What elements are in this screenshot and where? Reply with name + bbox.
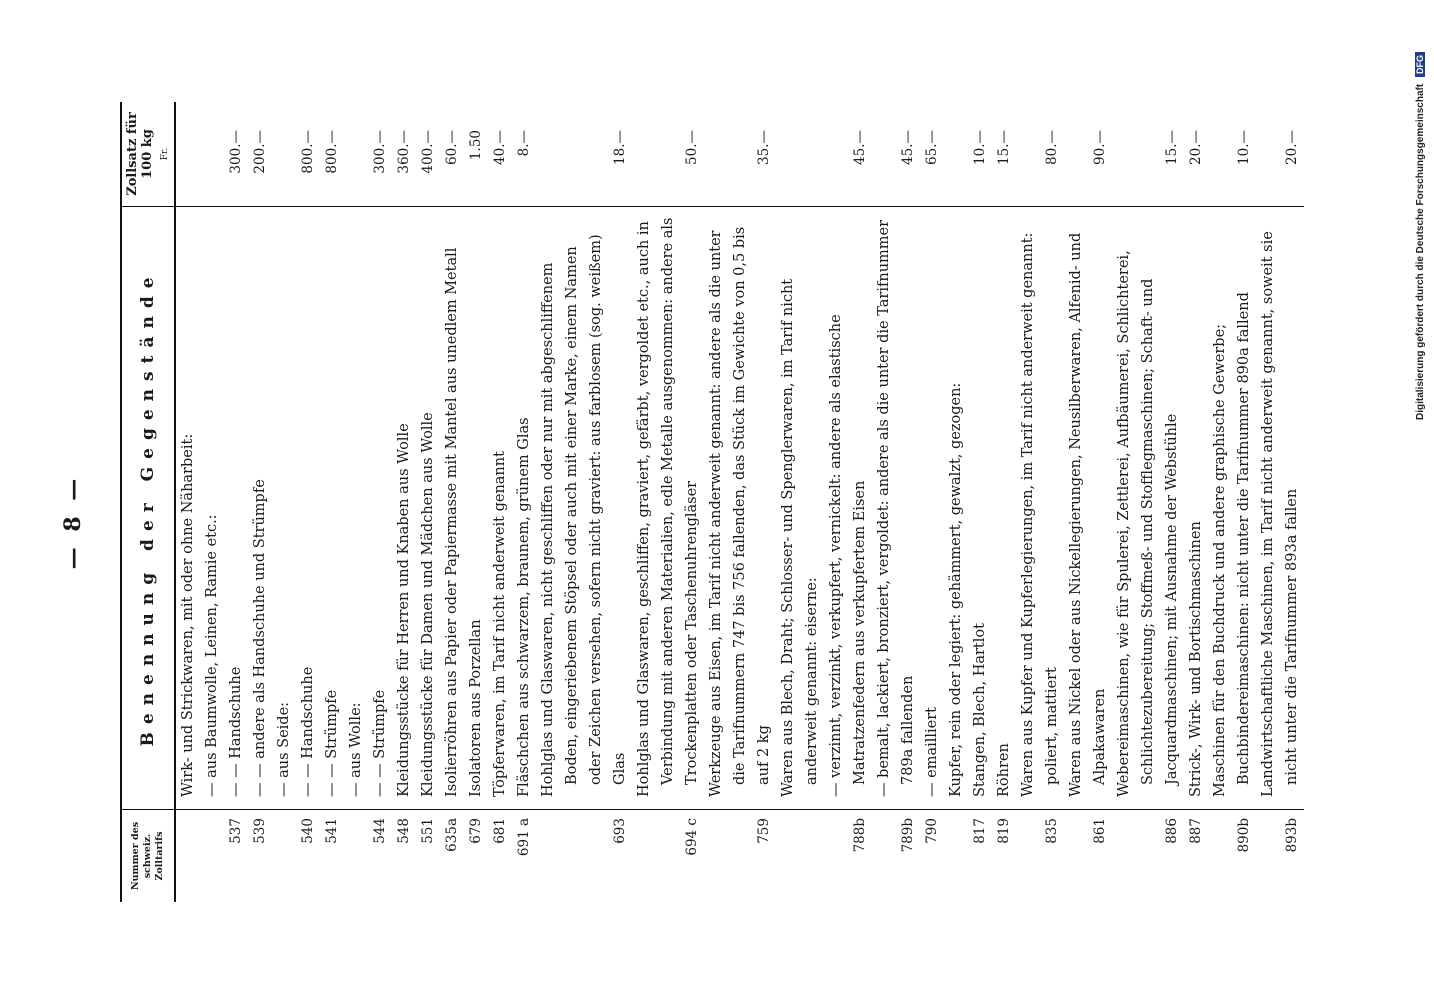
- item-description-text: Kleidungsstücke für Herren und Knaben aus Wolle: [396, 423, 413, 797]
- item-description: [368, 207, 392, 810]
- item-description-text: — — Strümpfe: [324, 689, 341, 797]
- tariff-number: 551: [416, 810, 440, 903]
- item-description: [200, 207, 224, 810]
- item-description-text: — — andere als Handschuhe und Strümpfe: [252, 479, 269, 797]
- table-row: [512, 102, 536, 902]
- item-description: [392, 207, 416, 810]
- tariff-number: 893b: [1256, 810, 1304, 903]
- duty-rate: [344, 102, 368, 207]
- duty-rate: 800.—: [324, 130, 341, 174]
- duty-rate: 8.—: [516, 130, 533, 157]
- item-description-text: — aus Wolle:: [348, 702, 365, 797]
- duty-rate: 40.—: [492, 130, 509, 165]
- duty-rate: 60.—: [444, 130, 461, 165]
- item-description: [440, 207, 464, 810]
- tariff-number: 681: [488, 810, 512, 903]
- item-description: [1112, 207, 1184, 810]
- item-description: [872, 207, 920, 810]
- tariff-number: [344, 810, 368, 903]
- table-row: [344, 102, 368, 902]
- tariff-number: 548: [392, 810, 416, 903]
- table-row: [368, 102, 392, 902]
- table-row: [1256, 102, 1304, 902]
- table-row: [296, 102, 320, 902]
- table-row: [1112, 102, 1184, 902]
- table-row: [992, 102, 1016, 902]
- digitization-credit-text: Digitalisierung gefördert durch die Deutsche Forschungsgemeinschaft: [1415, 83, 1426, 420]
- table-row: [175, 102, 200, 902]
- tariff-number: 835: [1016, 810, 1064, 903]
- table-row: [488, 102, 512, 902]
- item-description-text: Strick-, Wirk- und Bortischmaschinen: [1188, 521, 1205, 797]
- item-description: [488, 207, 512, 810]
- duty-rate: [200, 102, 224, 207]
- item-description-text: — — Strümpfe: [372, 689, 389, 797]
- item-description-text: Kleidungsstücke für Damen und Mädchen aus Wolle: [420, 412, 437, 797]
- item-description-text: Waren aus Blech, Draht; Schlosser- und Spenglerwaren, im Tarif nicht anderweit genannt: eiserne:: [780, 278, 821, 797]
- table-row: [824, 102, 872, 902]
- duty-rate: [175, 102, 200, 207]
- table-row: [200, 102, 224, 902]
- item-description-text: Webereimaschinen, wie für Spulerei, Zettlerei, Aufbäumerei, Schlichterei, Schlichtezubereitung; Stoffmeß- und Stofflegmaschinen; Schaft- und Jacquardmaschinen; mit Ausnahme der Webstühle: [1116, 250, 1181, 797]
- duty-rate: 1.50: [468, 130, 485, 161]
- table-row: [1016, 102, 1064, 902]
- item-description-text: Werkzeuge aus Eisen, im Tarif nicht anderweit genannt: andere als die unter die Tarifnummern 747 bis 756 fallenden, das Stück im Gewichte von 0,5 bis auf 2 kg: [708, 226, 773, 797]
- tariff-number: 679: [464, 810, 488, 903]
- duty-rate: 35.—: [756, 130, 773, 165]
- duty-rate: 50.—: [684, 130, 701, 165]
- item-description-text: Waren aus Nickel oder aus Nickellegierungen, Neusilberwaren, Alfenid- und Alpakawaren: [1068, 232, 1109, 797]
- tariff-number: 691 a: [512, 810, 536, 903]
- table-row: [1208, 102, 1256, 902]
- duty-rate: 300.—: [228, 130, 245, 174]
- duty-rate: 18.—: [612, 130, 629, 165]
- item-description-text: Töpferwaren, im Tarif nicht anderweit genannt: [492, 451, 509, 797]
- tariff-number: 861: [1064, 810, 1112, 903]
- duty-rate: 90.—: [1092, 130, 1109, 165]
- table-row: [248, 102, 272, 902]
- table-row: [1064, 102, 1112, 902]
- item-description-text: — aus Baumwolle, Leinen, Ramie etc.:: [204, 514, 221, 797]
- table-row: [416, 102, 440, 902]
- item-description: [272, 207, 296, 810]
- header-number: Nummer des schweiz. Zolltarifs: [121, 810, 175, 903]
- duty-rate: 80.—: [1044, 130, 1061, 165]
- item-description-text: Isolatoren aus Porzellan: [468, 619, 485, 797]
- table-row: [632, 102, 704, 902]
- duty-rate: 360.—: [396, 130, 413, 174]
- item-description: [992, 207, 1016, 810]
- dfg-logo: DFG: [1415, 52, 1425, 77]
- duty-rate: 20.—: [1188, 130, 1205, 165]
- item-description-text: Wirk- und Strickwaren, mit oder ohne Näharbeit:: [180, 433, 197, 797]
- tariff-number: 635a: [440, 810, 464, 903]
- table-row: [704, 102, 776, 902]
- tariff-number: 759: [704, 810, 776, 903]
- item-description: [344, 207, 368, 810]
- item-description: [224, 207, 248, 810]
- tariff-number: 537: [224, 810, 248, 903]
- duty-rate: [944, 102, 968, 207]
- duty-rate: 20.—: [1284, 130, 1301, 165]
- item-description: [944, 207, 968, 810]
- table-row: [464, 102, 488, 902]
- duty-rate: 45.—: [852, 130, 869, 165]
- table-row: [920, 102, 944, 902]
- duty-rate: 800.—: [300, 130, 317, 174]
- item-description: [248, 207, 272, 810]
- header-rate: [121, 102, 175, 207]
- tariff-number: [944, 810, 968, 903]
- tariff-number: 693: [536, 810, 632, 903]
- rotated-document-page: [60, 112, 1320, 922]
- item-description-text: Hohlglas und Glaswaren, geschliffen, graviert, gefärbt, vergoldet etc., auch in Verbindung mit anderen Materialien, edle Metalle ausgenommen: andere als Trockenplatten oder Taschenuhrengläser: [636, 217, 701, 797]
- table-row: [320, 102, 344, 902]
- header-description: Benennung der Gegenstände: [121, 207, 175, 810]
- tariff-number: [175, 810, 200, 903]
- item-description: [1016, 207, 1064, 810]
- tariff-number: 694 c: [632, 810, 704, 903]
- item-description: [632, 207, 704, 810]
- duty-rate: 10.—: [972, 130, 989, 165]
- tariff-number: 790: [920, 810, 944, 903]
- duty-rate: [776, 102, 824, 207]
- item-description: [1184, 207, 1208, 810]
- item-description: [704, 207, 776, 810]
- item-description-text: Landwirtschaftliche Maschinen, im Tarif nicht anderweit genannt, soweit sie nicht unter die Tarifnummer 893a fallen: [1260, 231, 1301, 797]
- header-rate-unit: Fr.: [159, 147, 170, 161]
- tariff-number: 539: [248, 810, 272, 903]
- table-row: [1184, 102, 1208, 902]
- item-description-text: — verzinnt, verzinkt, verkupfert, vernickelt: andere als elastische Matratzenfedern aus verkupfertem Eisen: [828, 314, 869, 797]
- item-description: [776, 207, 824, 810]
- duty-rate: 65.—: [924, 130, 941, 165]
- tariff-number: 887: [1184, 810, 1208, 903]
- item-description: [1256, 207, 1304, 810]
- tariff-table: [120, 102, 1304, 902]
- item-description-text: Hohlglas und Glaswaren, nicht geschliffen oder nur mit abgeschliffenem Boden, eingeriebenem Stöpsel oder auch mit einer Marke, einem Namen oder Zeichen versehen, sofern nicht graviert: aus farblosem (sog. weißem) Glas: [540, 234, 629, 797]
- tariff-number: 789b: [872, 810, 920, 903]
- item-description: [296, 207, 320, 810]
- duty-rate: 15.—: [1164, 130, 1181, 165]
- table-row: [776, 102, 824, 902]
- item-description-text: — emailliert: [924, 707, 941, 797]
- tariff-number: [776, 810, 824, 903]
- item-description-text: — — Handschuhe: [300, 666, 317, 797]
- item-description-text: — — Handschuhe: [228, 666, 245, 797]
- tariff-number: 819: [992, 810, 1016, 903]
- tariff-number: [200, 810, 224, 903]
- tariff-number: 890b: [1208, 810, 1256, 903]
- tariff-number: 886: [1112, 810, 1184, 903]
- page-number: — 8 —: [60, 474, 86, 570]
- item-description: [536, 207, 632, 810]
- tariff-number: 817: [968, 810, 992, 903]
- item-description-text: Kupfer, rein oder legiert: gehämmert, gewalzt, gezogen:: [948, 382, 965, 797]
- tariff-number: 540: [296, 810, 320, 903]
- item-description: [464, 207, 488, 810]
- item-description: [512, 207, 536, 810]
- item-description-text: — aus Seide:: [276, 701, 293, 797]
- item-description: [175, 207, 200, 810]
- item-description: [1208, 207, 1256, 810]
- duty-rate: 400.—: [420, 130, 437, 174]
- item-description: [1064, 207, 1112, 810]
- item-description-text: — bemalt, lackiert, bronziert, vergoldet: andere als die unter die Tarifnummer 789a fallenden: [876, 219, 917, 797]
- item-description-text: Röhren: [996, 743, 1013, 797]
- item-description: [920, 207, 944, 810]
- item-description-text: Isolierröhren aus Papier oder Papiermasse mit Mantel aus unedlem Metall: [444, 247, 461, 797]
- duty-rate: [272, 102, 296, 207]
- item-description: [968, 207, 992, 810]
- duty-rate: 10.—: [1236, 130, 1253, 165]
- tariff-number: [272, 810, 296, 903]
- duty-rate: 45.—: [900, 130, 917, 165]
- table-header-row: [121, 102, 175, 902]
- table-row: [968, 102, 992, 902]
- table-row: [872, 102, 920, 902]
- item-description: [824, 207, 872, 810]
- table-row: [440, 102, 464, 902]
- item-description-text: Maschinen für den Buchdruck und andere graphische Gewerbe; Buchbindereimaschinen: nicht unter die Tarifnummer 890a fallend: [1212, 292, 1253, 797]
- tariff-number: 544: [368, 810, 392, 903]
- duty-rate: 200.—: [252, 130, 269, 174]
- item-description-text: Waren aus Kupfer und Kupferlegierungen, im Tarif nicht anderweit genannt: poliert, mattiert: [1020, 232, 1061, 797]
- tariff-rows: [175, 102, 1304, 902]
- duty-rate: 300.—: [372, 130, 389, 174]
- item-description: [416, 207, 440, 810]
- item-description-text: Stangen, Blech, Hartlot: [972, 623, 989, 797]
- item-description: [320, 207, 344, 810]
- table-row: [224, 102, 248, 902]
- table-row: [536, 102, 632, 902]
- item-description-text: Fläschchen aus schwarzem, braunem, grünem Glas: [516, 417, 533, 797]
- tariff-number: 788b: [824, 810, 872, 903]
- duty-rate: 15.—: [996, 130, 1013, 165]
- header-rate-label: Zollsatz für 100 kg: [125, 112, 155, 196]
- table-row: [392, 102, 416, 902]
- table-row: [272, 102, 296, 902]
- tariff-number: 541: [320, 810, 344, 903]
- table-row: [944, 102, 968, 902]
